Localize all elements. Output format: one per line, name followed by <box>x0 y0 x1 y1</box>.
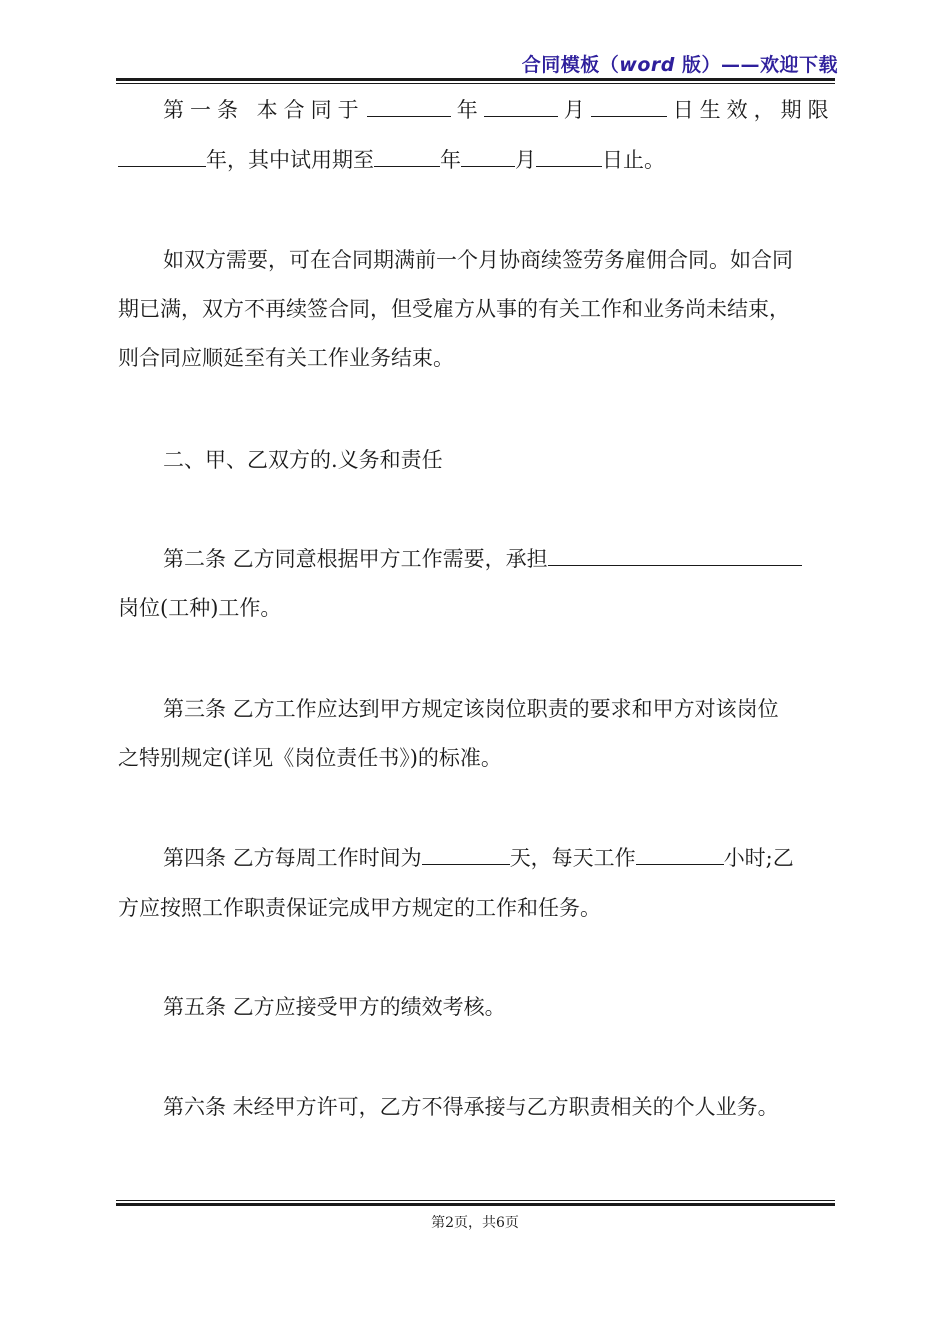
article-3-line-2: 之特别规定(详见《岗位责任书》)的标准。 <box>118 746 502 770</box>
header-rule-thin <box>116 83 835 84</box>
article-4-text-b: 天，每天工作 <box>509 846 636 870</box>
blank-term-years <box>118 148 206 167</box>
header-rule-thick <box>116 78 835 81</box>
article-1-text-h: 日止。 <box>602 148 665 172</box>
blank-start-year <box>367 98 451 117</box>
footer-rule-thin <box>116 1200 835 1201</box>
blank-start-month <box>484 98 558 117</box>
blank-probation-year <box>374 148 440 167</box>
article-4-line-1 <box>163 846 794 870</box>
article-1-line-1 <box>163 98 835 122</box>
article-4-text-c: 小时;乙 <box>723 846 794 870</box>
renewal-line-1: 如双方需要，可在合同期满前一个月协商续签劳务雇佣合同。如合同 <box>163 248 793 272</box>
article-3-line-1: 第三条 乙方工作应达到甲方规定该岗位职责的要求和甲方对该岗位 <box>163 697 779 721</box>
renewal-line-3: 则合同应顺延至有关工作业务结束。 <box>118 346 454 370</box>
article-5-line-1: 第五条 乙方应接受甲方的绩效考核。 <box>163 995 506 1019</box>
section-2-heading: 二、甲、乙双方的.义务和责任 <box>163 448 443 472</box>
header-title-suffix: 版）——欢迎下载 <box>674 54 838 76</box>
article-1-text-d: 日生效，期限 <box>672 98 835 122</box>
footer-rule-thick <box>116 1203 835 1206</box>
article-2-line-2: 岗位(工种)工作。 <box>118 596 282 620</box>
blank-probation-month <box>461 148 515 167</box>
article-1-text-f: 年 <box>440 148 461 172</box>
article-1-line-2 <box>118 148 665 172</box>
article-4-line-2: 方应按照工作职责保证完成甲方规定的工作和任务。 <box>118 896 601 920</box>
document-header-title <box>522 50 838 77</box>
header-title-prefix: 合同模板（ <box>521 54 620 76</box>
blank-hours-per-day <box>636 846 724 865</box>
article-1-text-g: 月 <box>515 148 536 172</box>
blank-position <box>548 547 802 566</box>
page-number: 第2页，共6页 <box>431 1215 519 1231</box>
article-6-line-1: 第六条 未经甲方许可，乙方不得承接与乙方职责相关的个人业务。 <box>163 1095 779 1119</box>
blank-probation-day <box>536 148 602 167</box>
article-1-text-b: 年 <box>456 98 484 122</box>
article-2-text-a: 第二条 乙方同意根据甲方工作需要，承担 <box>163 547 548 571</box>
blank-start-day <box>591 98 667 117</box>
header-title-latin: word <box>619 54 675 76</box>
article-1-text-e: 年，其中试用期至 <box>206 148 374 172</box>
article-2-line-1 <box>163 547 802 571</box>
renewal-line-2: 期已满，双方不再续签合同，但受雇方从事的有关工作和业务尚未结束， <box>118 297 790 321</box>
article-4-text-a: 第四条 乙方每周工作时间为 <box>163 846 422 870</box>
article-1-text-c: 月 <box>563 98 591 122</box>
article-1-text-a: 第一条 本合同于 <box>163 98 365 122</box>
blank-days-per-week <box>422 846 510 865</box>
